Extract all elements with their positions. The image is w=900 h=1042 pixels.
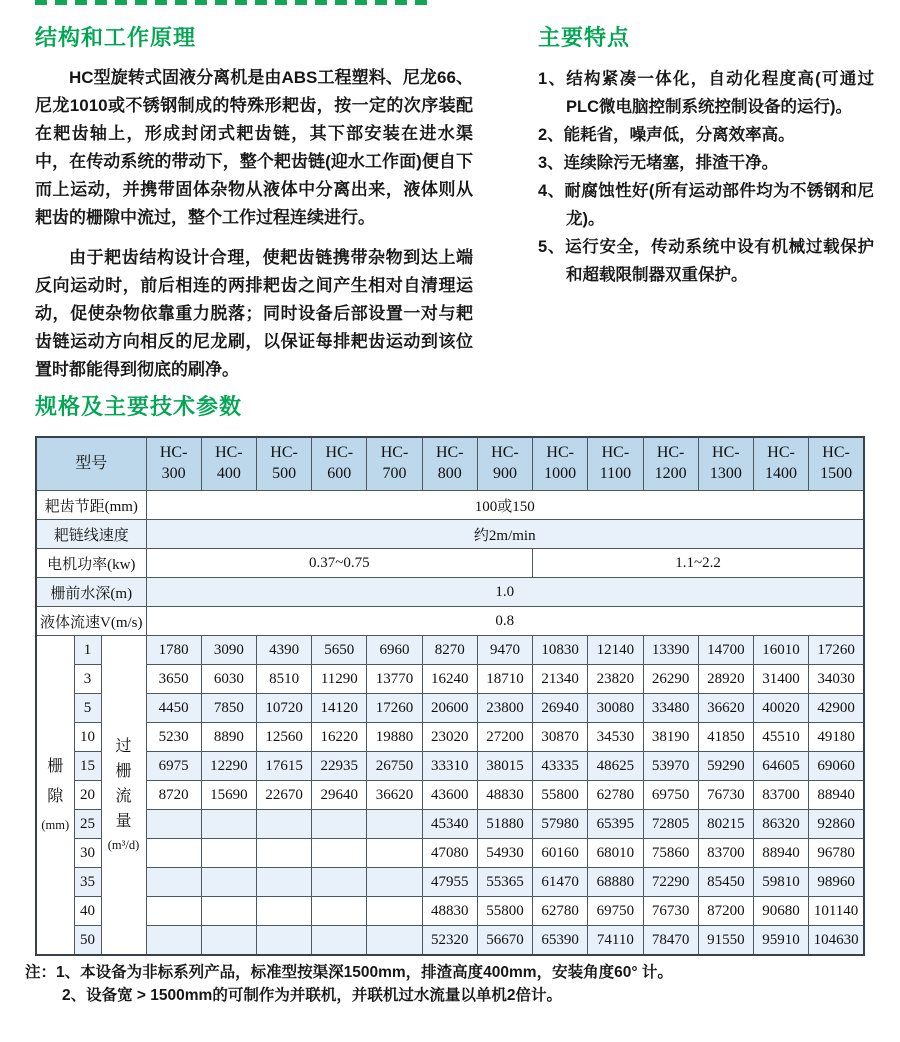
flow-value-cell: 68010 (588, 839, 643, 868)
flow-value-cell: 21340 (533, 665, 588, 694)
cropped-page-title-fragment (35, 0, 429, 5)
flow-value-cell: 6975 (146, 752, 201, 781)
flow-value-cell: 55800 (533, 781, 588, 810)
feature-item: 1、结构紧凑一体化，自动化程度高(可通过PLC微电脑控制系统控制设备的运行)。 (538, 70, 874, 116)
gap-value-cell: 35 (74, 868, 101, 897)
specs-table (35, 436, 865, 956)
flow-value-cell: 53970 (643, 752, 698, 781)
flow-value-cell: 69750 (643, 781, 698, 810)
flow-value-cell (146, 926, 201, 956)
flow-value-cell: 13770 (367, 665, 422, 694)
model-cell: HC- 800 (422, 437, 477, 491)
flow-value-cell: 29640 (312, 781, 367, 810)
feature-item: 4、耐腐蚀性好(所有运动部件均为不锈钢和尼龙)。 (538, 182, 874, 228)
flow-value-cell: 43335 (533, 752, 588, 781)
flow-value-cell: 96780 (809, 839, 864, 868)
flow-value-cell: 30870 (533, 723, 588, 752)
flow-value-cell: 54930 (477, 839, 532, 868)
param-value-cell: 1.0 (146, 578, 864, 607)
flow-value-cell: 4390 (256, 636, 311, 665)
flow-value-cell (367, 926, 422, 956)
feature-item: 2、能耗省，噪声低，分离效率高。 (538, 126, 795, 144)
model-cell: HC- 700 (367, 437, 422, 491)
flow-value-cell: 43600 (422, 781, 477, 810)
flow-value-cell: 80215 (698, 810, 753, 839)
flow-value-cell: 62780 (533, 897, 588, 926)
flow-value-cell: 38015 (477, 752, 532, 781)
flow-value-cell (256, 839, 311, 868)
flow-value-cell: 14120 (312, 694, 367, 723)
flow-value-cell: 45340 (422, 810, 477, 839)
flow-header-char: 过 (115, 737, 132, 755)
flow-value-cell: 14700 (698, 636, 753, 665)
flow-header-cell (101, 636, 146, 956)
flow-value-cell: 78470 (643, 926, 698, 956)
flow-value-cell: 4450 (146, 694, 201, 723)
specs-title: 规格及主要技术参数 (35, 394, 243, 419)
note-line: 注：1、本设备为非标系列产品，标准型按渠深1500mm，排渣高度400mm，安装角度60° 计。 (25, 964, 673, 981)
flow-value-cell: 95910 (753, 926, 808, 956)
features-list (538, 65, 874, 289)
flow-value-cell: 86320 (753, 810, 808, 839)
flow-value-cell: 90680 (753, 897, 808, 926)
grid-row (36, 752, 864, 781)
gap-value-cell: 1 (74, 636, 101, 665)
flow-value-cell: 10830 (533, 636, 588, 665)
grid-row (36, 665, 864, 694)
model-cell: HC- 1400 (753, 437, 808, 491)
gap-header-char: (mm) (41, 817, 70, 832)
flow-value-cell: 8270 (422, 636, 477, 665)
flow-value-cell (256, 897, 311, 926)
flow-value-cell (312, 926, 367, 956)
flow-value-cell: 88940 (809, 781, 864, 810)
flow-value-cell: 16010 (753, 636, 808, 665)
flow-value-cell: 17260 (367, 694, 422, 723)
gap-header-char: 栅 (47, 757, 64, 775)
flow-value-cell (201, 926, 256, 956)
grid-row (36, 636, 864, 665)
param-value-cell: 约2m/min (146, 520, 864, 549)
flow-value-cell (312, 810, 367, 839)
table-body (36, 437, 864, 955)
table-notes (25, 961, 765, 1007)
gap-header-stack (38, 752, 73, 839)
flow-value-cell: 40020 (753, 694, 808, 723)
flow-value-cell: 8510 (256, 665, 311, 694)
flow-value-cell (201, 868, 256, 897)
flow-value-cell: 13390 (643, 636, 698, 665)
flow-value-cell: 83700 (753, 781, 808, 810)
flow-value-cell: 6030 (201, 665, 256, 694)
flow-value-cell: 57980 (533, 810, 588, 839)
flow-value-cell: 1780 (146, 636, 201, 665)
flow-value-cell: 5650 (312, 636, 367, 665)
principle-paragraph: 由于耙齿结构设计合理，使耙齿链携带杂物到达上端反向运动时，前后相连的两排耙齿之间产生相对自清理运动，促使杂物依靠重力脱落；同时设备后部设置一对与耙齿链运动方向相反的尼龙刷，以保证每排耙齿运动到该位置时都能得到彻底的刷净。 (35, 248, 473, 379)
flow-value-cell (146, 897, 201, 926)
flow-value-cell: 34030 (809, 665, 864, 694)
flow-value-cell: 26940 (533, 694, 588, 723)
flow-value-cell: 22670 (256, 781, 311, 810)
flow-value-cell: 83700 (698, 839, 753, 868)
param-label-cell: 耙齿节距(mm) (36, 491, 146, 520)
flow-value-cell (256, 926, 311, 956)
flow-value-cell: 27200 (477, 723, 532, 752)
model-cell: HC- 1500 (809, 437, 864, 491)
grid-row (36, 897, 864, 926)
flow-value-cell: 6960 (367, 636, 422, 665)
gap-value-cell: 15 (74, 752, 101, 781)
note-line: 2、设备宽 > 1500mm的可制作为并联机，并联机过水流量以单机2倍计。 (62, 987, 562, 1004)
specs-table-wrap (35, 436, 865, 956)
flow-value-cell: 68880 (588, 868, 643, 897)
flow-value-cell: 23020 (422, 723, 477, 752)
flow-value-cell (201, 839, 256, 868)
flow-value-cell: 16220 (312, 723, 367, 752)
flow-value-cell: 22935 (312, 752, 367, 781)
flow-header-char: (m³/d) (107, 837, 140, 852)
flow-value-cell: 16240 (422, 665, 477, 694)
param-row (36, 607, 864, 636)
flow-value-cell: 20600 (422, 694, 477, 723)
grid-row (36, 839, 864, 868)
flow-value-cell: 101140 (809, 897, 864, 926)
flow-value-cell: 30080 (588, 694, 643, 723)
flow-value-cell (367, 810, 422, 839)
flow-value-cell: 47955 (422, 868, 477, 897)
flow-value-cell: 69750 (588, 897, 643, 926)
grid-row (36, 694, 864, 723)
flow-value-cell: 55365 (477, 868, 532, 897)
flow-value-cell: 98960 (809, 868, 864, 897)
param-value-cell: 1.1~2.2 (533, 549, 864, 578)
flow-value-cell (146, 868, 201, 897)
param-value-cell: 0.37~0.75 (146, 549, 533, 578)
flow-header-char: 量 (115, 812, 132, 830)
flow-value-cell (367, 839, 422, 868)
flow-value-cell: 91550 (698, 926, 753, 956)
flow-value-cell: 11290 (312, 665, 367, 694)
param-row (36, 578, 864, 607)
flow-value-cell (146, 839, 201, 868)
features-section (538, 21, 874, 289)
flow-value-cell: 75860 (643, 839, 698, 868)
flow-value-cell: 64605 (753, 752, 808, 781)
grid-row (36, 810, 864, 839)
feature-item: 5、运行安全，传动系统中设有机械过载保护和超载限制器双重保护。 (538, 238, 874, 284)
table-header-row (36, 437, 864, 491)
flow-value-cell: 10720 (256, 694, 311, 723)
flow-value-cell: 72805 (643, 810, 698, 839)
flow-value-cell: 19880 (367, 723, 422, 752)
flow-value-cell: 38190 (643, 723, 698, 752)
flow-header-char: 流 (115, 787, 132, 805)
flow-value-cell: 51880 (477, 810, 532, 839)
flow-value-cell: 33480 (643, 694, 698, 723)
feature-item: 3、连续除污无堵塞，排渣干净。 (538, 154, 779, 172)
flow-value-cell: 60160 (533, 839, 588, 868)
flow-value-cell: 34530 (588, 723, 643, 752)
grid-row (36, 781, 864, 810)
flow-value-cell: 23800 (477, 694, 532, 723)
gap-value-cell: 3 (74, 665, 101, 694)
flow-value-cell: 3090 (201, 636, 256, 665)
flow-value-cell (146, 810, 201, 839)
flow-value-cell: 45510 (753, 723, 808, 752)
gap-value-cell: 10 (74, 723, 101, 752)
flow-value-cell: 85450 (698, 868, 753, 897)
flow-value-cell: 52320 (422, 926, 477, 956)
flow-value-cell: 9470 (477, 636, 532, 665)
flow-value-cell: 36620 (698, 694, 753, 723)
flow-value-cell: 76730 (643, 897, 698, 926)
gap-value-cell: 30 (74, 839, 101, 868)
model-cell: HC- 300 (146, 437, 201, 491)
flow-value-cell: 47080 (422, 839, 477, 868)
flow-value-cell: 3650 (146, 665, 201, 694)
flow-value-cell (312, 897, 367, 926)
grid-row (36, 723, 864, 752)
model-cell: HC- 600 (312, 437, 367, 491)
model-cell: HC- 500 (256, 437, 311, 491)
flow-value-cell: 31400 (753, 665, 808, 694)
param-row (36, 491, 864, 520)
flow-value-cell: 41850 (698, 723, 753, 752)
flow-value-cell: 92860 (809, 810, 864, 839)
flow-value-cell (201, 897, 256, 926)
flow-value-cell: 7850 (201, 694, 256, 723)
model-cell: HC- 1300 (698, 437, 753, 491)
flow-value-cell: 48830 (477, 781, 532, 810)
param-label-cell: 液体流速V(m/s) (36, 607, 146, 636)
flow-value-cell: 62780 (588, 781, 643, 810)
flow-value-cell: 74110 (588, 926, 643, 956)
flow-value-cell: 72290 (643, 868, 698, 897)
flow-value-cell: 65395 (588, 810, 643, 839)
flow-value-cell (312, 868, 367, 897)
flow-value-cell (367, 868, 422, 897)
model-label-cell: 型号 (36, 437, 146, 491)
flow-value-cell: 56670 (477, 926, 532, 956)
flow-value-cell: 48830 (422, 897, 477, 926)
model-cell: HC- 1000 (533, 437, 588, 491)
flow-value-cell: 104630 (809, 926, 864, 956)
param-value-cell: 0.8 (146, 607, 864, 636)
model-cell: HC- 1200 (643, 437, 698, 491)
param-value-cell: 100或150 (146, 491, 864, 520)
flow-value-cell: 15690 (201, 781, 256, 810)
flow-value-cell (312, 839, 367, 868)
flow-value-cell: 36620 (367, 781, 422, 810)
grid-row (36, 868, 864, 897)
principle-paragraph: HC型旋转式固液分离机是由ABS工程塑料、尼龙66、尼龙1010或不锈钢制成的特殊形耙齿，按一定的次序装配在耙齿轴上，形成封闭式耙齿链，其下部安装在进水渠中，在传动系统的带动下，整个耙齿链(迎水工作面)便自下而上运动，并携带固体杂物从液体中分离出来，液体则从耙齿的栅隙中流过，整个工作过程连续进行。 (35, 68, 473, 227)
gap-value-cell: 25 (74, 810, 101, 839)
flow-value-cell: 17615 (256, 752, 311, 781)
flow-value-cell: 88940 (753, 839, 808, 868)
grid-row (36, 926, 864, 956)
flow-value-cell: 28920 (698, 665, 753, 694)
param-row (36, 549, 864, 578)
gap-header-char: 隙 (47, 787, 64, 805)
flow-value-cell: 8720 (146, 781, 201, 810)
gap-header-cell (36, 636, 74, 956)
flow-value-cell (367, 897, 422, 926)
gap-value-cell: 40 (74, 897, 101, 926)
flow-value-cell (256, 810, 311, 839)
flow-value-cell (201, 810, 256, 839)
flow-value-cell: 5230 (146, 723, 201, 752)
flow-value-cell: 26750 (367, 752, 422, 781)
param-row (36, 520, 864, 549)
principle-section (35, 21, 473, 384)
flow-value-cell: 26290 (643, 665, 698, 694)
flow-value-cell: 55800 (477, 897, 532, 926)
principle-body (35, 64, 473, 384)
flow-value-cell: 65390 (533, 926, 588, 956)
model-cell: HC- 400 (201, 437, 256, 491)
flow-value-cell: 42900 (809, 694, 864, 723)
flow-value-cell: 87200 (698, 897, 753, 926)
flow-value-cell: 69060 (809, 752, 864, 781)
flow-value-cell: 18710 (477, 665, 532, 694)
flow-header-stack (103, 734, 145, 856)
flow-value-cell: 12140 (588, 636, 643, 665)
model-cell: HC- 900 (477, 437, 532, 491)
model-cell: HC- 1100 (588, 437, 643, 491)
gap-value-cell: 50 (74, 926, 101, 956)
flow-value-cell: 8890 (201, 723, 256, 752)
gap-value-cell: 5 (74, 694, 101, 723)
flow-value-cell: 33310 (422, 752, 477, 781)
flow-value-cell: 12290 (201, 752, 256, 781)
flow-value-cell: 59810 (753, 868, 808, 897)
flow-value-cell: 61470 (533, 868, 588, 897)
gap-value-cell: 20 (74, 781, 101, 810)
flow-value-cell: 48625 (588, 752, 643, 781)
flow-value-cell: 76730 (698, 781, 753, 810)
flow-value-cell: 12560 (256, 723, 311, 752)
flow-value-cell: 59290 (698, 752, 753, 781)
param-label-cell: 电机功率(kw) (36, 549, 146, 578)
flow-header-char: 栅 (115, 762, 132, 780)
flow-value-cell: 23820 (588, 665, 643, 694)
principle-title: 结构和工作原理 (35, 25, 197, 50)
features-title: 主要特点 (538, 25, 631, 50)
flow-value-cell: 17260 (809, 636, 864, 665)
param-label-cell: 耙链线速度 (36, 520, 146, 549)
flow-value-cell (256, 868, 311, 897)
flow-value-cell: 49180 (809, 723, 864, 752)
specs-section-header (35, 390, 242, 421)
param-label-cell: 栅前水深(m) (36, 578, 146, 607)
